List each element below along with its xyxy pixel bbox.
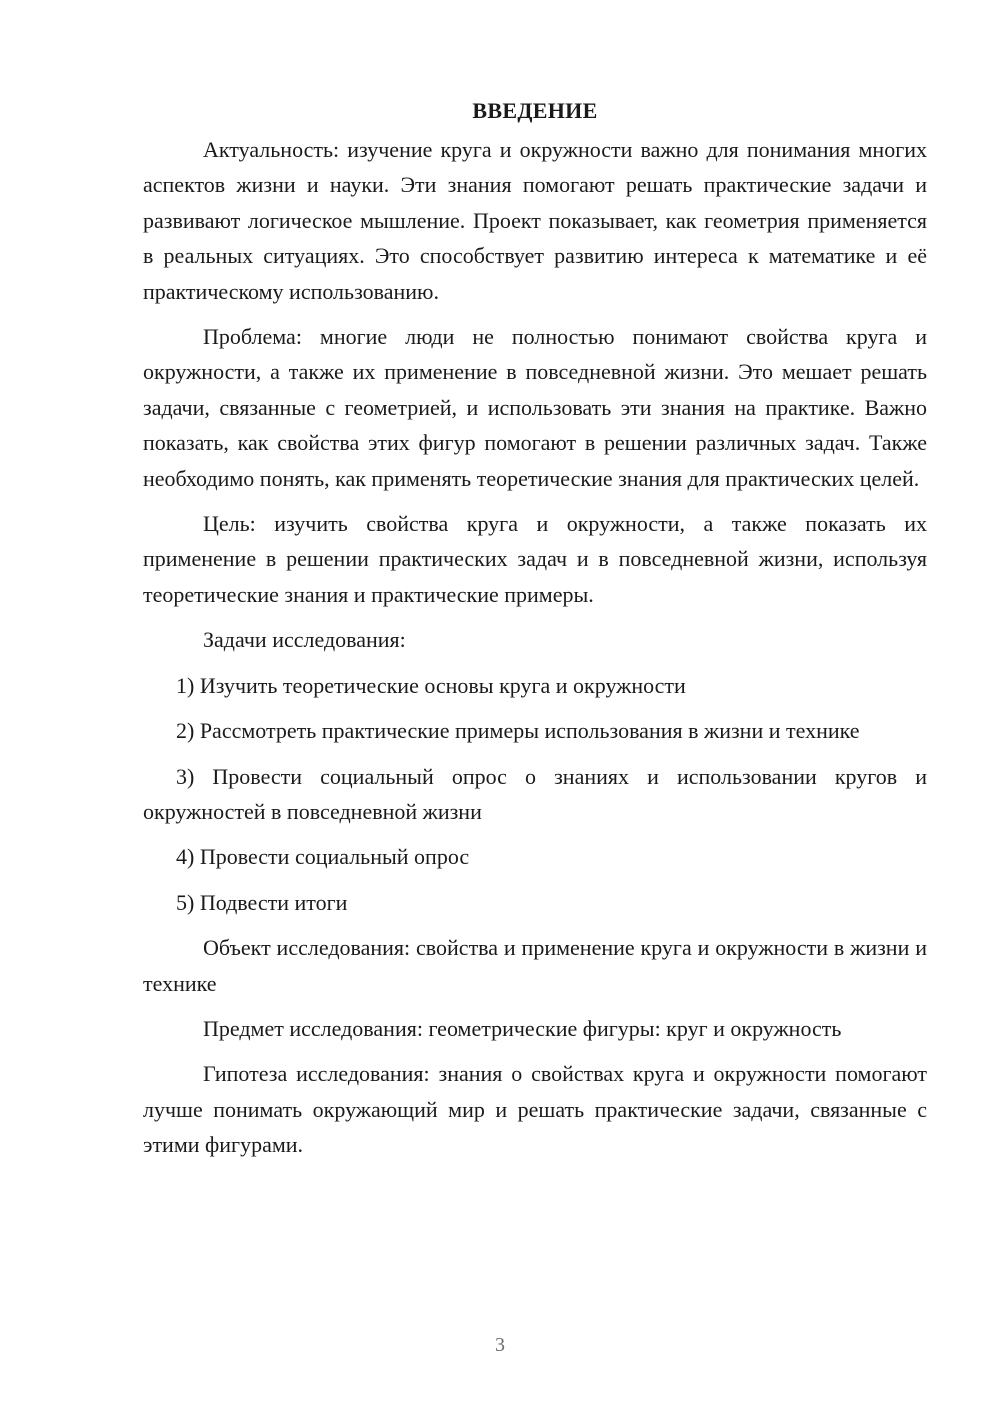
task-item-5: 5) Подвести итоги	[176, 889, 348, 915]
tasks-heading: Задачи исследования:	[203, 627, 406, 653]
task-item-4: 4) Провести социальный опрос	[176, 844, 470, 870]
paragraph-relevance: Актуальность: изучение круга и окружности важно для понимания многих аспектов жизни и науки. Эти знания помогают решать практические задачи и развивают логическое мышление. Проект показывает, как геометрия применяется в реальных ситуациях. Это способствует развитию интереса к математике и её практическому использованию.	[143, 137, 927, 304]
paragraph-subject: Предмет исследования: геометрические фигуры: круг и окружность	[203, 1015, 842, 1041]
paragraph-goal: Цель: изучить свойства круга и окружности, а также показать их применение в решении практических задач и в повседневной жизни, используя теоретические знания и практические примеры.	[143, 511, 927, 607]
task-item-3: 3) Провести социальный опрос о знаниях и использовании кругов и окружностей в повседневной жизни	[143, 763, 927, 824]
document-page	[143, 90, 927, 1163]
page-number: 3	[495, 1334, 505, 1356]
paragraph-object: Объект исследования: свойства и применение круга и окружности в жизни и технике	[143, 935, 927, 996]
paragraph-problem: Проблема: многие люди не полностью понимают свойства круга и окружности, а также их применение в повседневной жизни. Это мешает решать задачи, связанные с геометрией, и использовать эти знания на практике. Важно показать, как свойства этих фигур помогают в решении различных задач. Также необходимо понять, как применять теоретические знания для практических целей.	[143, 324, 927, 491]
task-item-2: 2) Рассмотреть практические примеры использования в жизни и технике	[176, 718, 860, 744]
task-item-1: 1) Изучить теоретические основы круга и окружности	[176, 672, 686, 698]
paragraph-hypothesis: Гипотеза исследования: знания о свойствах круга и окружности помогают лучше понимать окружающий мир и решать практические задачи, связанные с этими фигурами.	[143, 1061, 927, 1158]
page-title: ВВЕДЕНИЕ	[472, 98, 598, 123]
